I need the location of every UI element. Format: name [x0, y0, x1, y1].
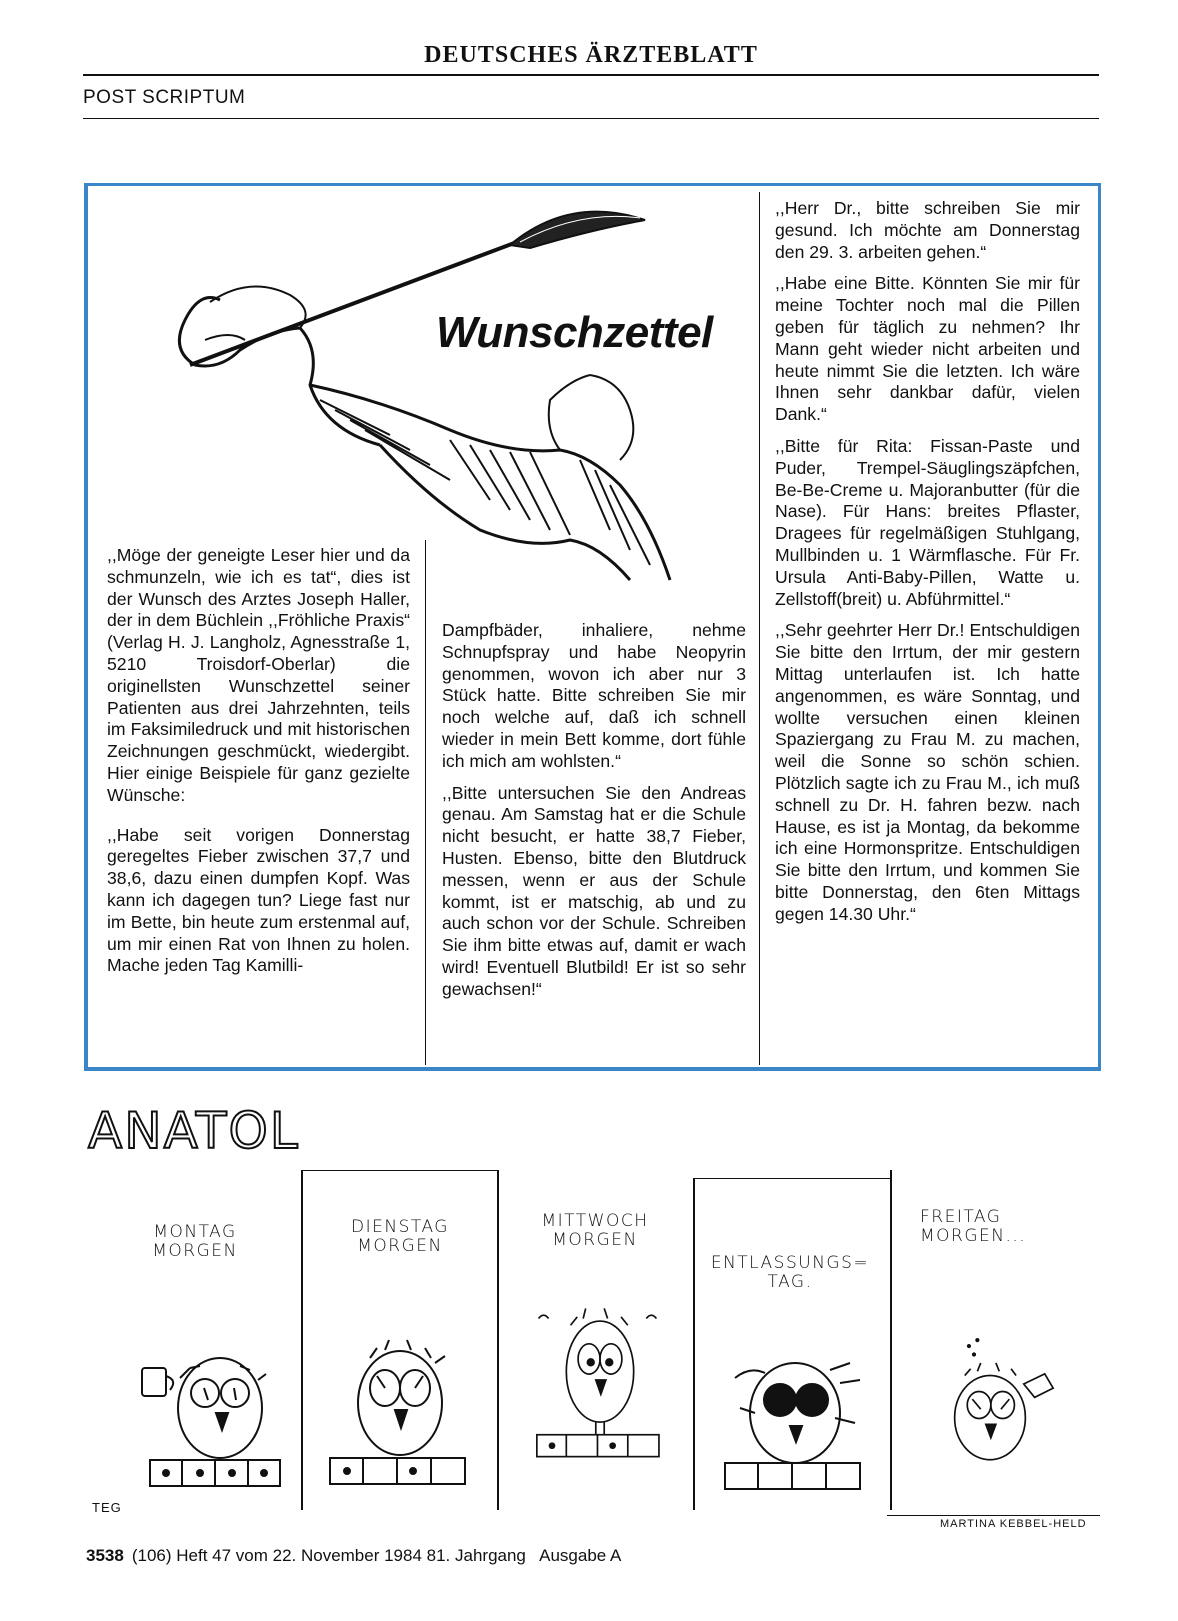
panel-top [301, 1170, 497, 1171]
caption-line: MORGEN [152, 1241, 238, 1261]
bird-illustration-tuesday [315, 1328, 485, 1488]
caption-line: MORGEN... [920, 1226, 1027, 1246]
caption-line: MONTAG [153, 1222, 237, 1242]
signature-rule [887, 1515, 1100, 1516]
bird-illustration-friday [905, 1325, 1075, 1485]
signature-right: MARTINA KEBBEL-HELD [940, 1518, 1087, 1530]
paragraph: Dampfbäder, inhaliere, nehme Schnupfspray und habe Neopyrin genommen, wovon ich aber nur 3 Stück hatte. Bitte schreiben Sie mir noch welche auf, daß ich schnell wieder in mein Bett komme, dort fühle ich mich am wohlsten.“ [442, 620, 746, 771]
panel-caption [920, 1208, 1050, 1246]
column-divider [759, 192, 760, 1065]
caption-line: MORGEN [552, 1230, 638, 1250]
panel-caption [525, 1212, 665, 1250]
comic-title-text: ANATOL [88, 1104, 300, 1156]
paragraph: ,,Bitte untersuchen Sie den Andreas genau. Am Samstag hat er die Schule nicht besucht, er hatte 38,7 Fieber, Husten. Ebenso, bitte den Blutdruck messen, wenn er aus der Schule kommt, ist er matschig, ab und zu auch schon vor der Schule. Schreiben Sie ihm bitte etwas auf, damit er wach wird! Eventuell Blutbild! Er ist so sehr gewachsen!“ [442, 782, 746, 999]
paragraph: ,,Herr Dr., bitte schreiben Sie mir gesund. Ich möchte am Donnerstag den 29. 3. arbeiten gehen.“ [775, 198, 1080, 262]
signature-left: TEG [92, 1500, 122, 1515]
caption-line: MITTWOCH [541, 1211, 649, 1231]
panel-top [693, 1178, 890, 1179]
panel-divider [693, 1178, 695, 1510]
paragraph: ,,Habe eine Bitte. Könnten Sie mir für meine Tochter noch mal die Pillen geben für täglich zu nehmen? Ihr Mann geht wieder nicht arbeiten und heute nimmt Sie die letzten. Ich wäre Ihnen sehr dankbar dafür, vielen Dank.“ [775, 273, 1080, 425]
column-divider [425, 540, 426, 1065]
issue-info: (106) Heft 47 vom 22. November 1984 81. Jahrgang Ausgabe A [131, 1546, 622, 1565]
page-number: 3538 [86, 1546, 124, 1565]
section-label: POST SCRIPTUM [83, 87, 246, 108]
article-column-1 [107, 545, 410, 987]
page-footer [86, 1546, 621, 1566]
caption-line: MORGEN [357, 1236, 443, 1256]
caption-line: DIENSTAG [351, 1217, 449, 1237]
paragraph: ,,Möge der geneigte Leser hier und da schmunzeln, wie ich es tat“, dies ist der Wunsch des Arztes Joseph Haller, der in dem Büchlein ,,Fröhliche Praxis“ (Verlag H. J. Langholz, Agnesstraße 1, 5210 Troisdorf-Oberlar) die originellsten Wunschzettel seiner Patienten aus drei Jahrzehnten, teils im Faksimiledruck und mit historischen Zeichnungen geschmückt, wiedergibt. Hier einige Beispiele für ganz gezielte Wünsche: [107, 545, 410, 805]
article-column-3 [775, 198, 1080, 936]
article-column-2 [442, 620, 746, 1011]
caption-line: ENTLASSUNGS= [710, 1253, 870, 1273]
bird-illustration-discharge-day [710, 1338, 880, 1498]
bird-illustration-wednesday [515, 1300, 685, 1460]
comic-title [86, 1104, 316, 1156]
caption-line: FREITAG [920, 1207, 1002, 1227]
panel-caption [330, 1218, 470, 1256]
article-title: Wunschzettel [436, 308, 713, 357]
panel-divider [301, 1170, 303, 1510]
paragraph: ,,Bitte für Rita: Fissan-Paste und Puder, Trempel-Säuglingszäpfchen, Be-Be-Creme u. Majoranbutter (für die Nase). Für Hans: breites Pflaster, Dragees für regelmäßigen Stuhlgang, Mullbinden u. 1 Wärmflasche. Für Fr. Ursula Anti-Baby-Pillen, Watte u. Zellstoff(breit) u. Abführmittel.“ [775, 435, 1080, 609]
panel-divider [890, 1170, 892, 1510]
caption-line: TAG. [767, 1272, 813, 1292]
panel-caption [130, 1223, 260, 1261]
header-rule [83, 74, 1099, 76]
masthead: DEUTSCHES ÄRZTEBLATT [424, 42, 758, 68]
panel-divider [497, 1170, 499, 1510]
section-rule [83, 118, 1099, 119]
panel-caption [700, 1254, 880, 1292]
paragraph: ,,Habe seit vorigen Donnerstag geregeltes Fieber zwischen 37,7 und 38,6, dazu einen dumpfen Kopf. Was kann ich dagegen tun? Liege fast nur im Bette, bin heute zum erstenmal auf, um mir einen Rat von Ihnen zu holen. Mache jeden Tag Kamilli- [107, 824, 410, 976]
bird-illustration-monday [130, 1338, 300, 1498]
quill-hand-illustration [150, 200, 710, 590]
paragraph: ,,Sehr geehrter Herr Dr.! Entschuldigen Sie bitte den Irrtum, der mir gestern Mittag unterlaufen ist. Ich hatte angenommen, es wäre Sonntag, und wollte versuchen einen kleinen Spaziergang zu Frau M. zu machen, weil die Sonne so schön schien. Plötzlich sagte ich zu Frau M., ich muß schnell zu Dr. H. fahren bezw. nach Hause, es ist ja Montag, da bekomme ich eine Hormonspritze. Entschuldigen Sie bitte den Irrtum, und kommen Sie bitte Donnerstag, den 6ten Mittags gegen 14.30 Uhr.“ [775, 620, 1080, 924]
